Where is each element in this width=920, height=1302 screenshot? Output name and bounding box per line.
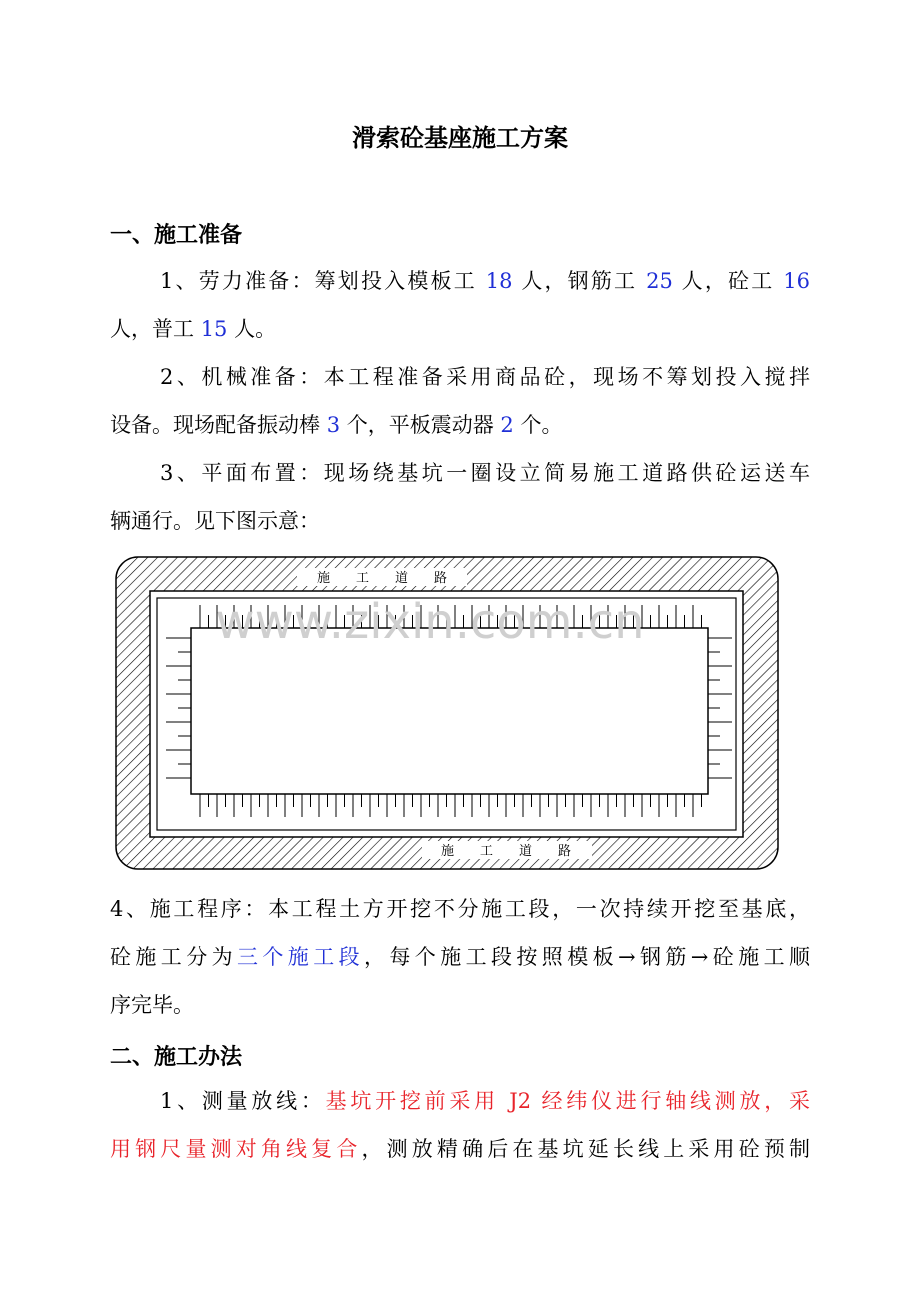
- machinery-preparation-line-2: [110, 410, 810, 440]
- construction-procedure-line-1: 4、施工程序：本工程土方开挖不分施工段，一次持续开挖至基底，: [110, 897, 810, 921]
- road-label-bottom: 施 工 道 路: [440, 844, 572, 859]
- labor-preparation-line-1: [160, 266, 810, 296]
- layout-line-1: 3、平面布置：现场绕基坑一圈设立简易施工道路供砼运送车: [160, 461, 810, 485]
- construction-procedure-line-2: [110, 942, 810, 972]
- text-span: 人，砼工: [672, 269, 784, 293]
- text-span: 人，普工: [110, 317, 201, 341]
- survey-line-1: [160, 1086, 810, 1116]
- text-span: 人，钢筋工: [512, 269, 647, 293]
- section-heading-methods: 二、施工办法: [110, 1045, 243, 1070]
- text-span: 设备。现场配备振动棒: [110, 413, 327, 437]
- text-span: ，每个施工段按照模板→钢筋→砼施工顺: [364, 945, 810, 969]
- plate-vibrator-count: 2: [500, 413, 514, 437]
- text-span: ，测放精确后在基坑延长线上采用砼预制: [361, 1137, 811, 1161]
- text-span: 1、劳力准备：筹划投入模板工: [160, 269, 486, 293]
- section-heading-preparation: 一、施工准备: [110, 223, 243, 248]
- machinery-preparation-line-1: 2、机械准备：本工程准备采用商品砼，现场不筹划投入搅拌: [160, 365, 810, 389]
- labor-preparation-line-2: [110, 314, 810, 344]
- layout-line-2: 辆通行。见下图示意：: [110, 509, 320, 533]
- watermark-text: www.zixin.com.cn: [215, 594, 645, 650]
- vibrator-count: 3: [326, 413, 341, 437]
- survey-highlight-1: 基坑开挖前采用 J2 经纬仪进行轴线测放，采: [325, 1089, 810, 1113]
- rebar-worker-count: 25: [646, 269, 673, 293]
- text-span: 1、测量放线：: [160, 1089, 326, 1113]
- construction-procedure-line-3: 序完毕。: [110, 993, 194, 1017]
- three-sections-highlight: 三个施工段: [237, 945, 364, 969]
- text-span: 个，平板震动器: [340, 413, 501, 437]
- text-span: 个。: [513, 413, 563, 437]
- document-title: 滑索砼基座施工方案: [352, 124, 568, 152]
- road-label-top: 施 工 道 路: [316, 571, 448, 586]
- survey-highlight-2: 用钢尺量测对角线复合: [110, 1137, 362, 1161]
- formwork-worker-count: 18: [485, 269, 513, 293]
- concrete-worker-count: 16: [783, 269, 810, 293]
- text-span: 砼施工分为: [110, 945, 237, 969]
- foundation-pit-outline: [191, 628, 708, 794]
- survey-line-2: [110, 1134, 810, 1164]
- text-span: 人。: [227, 317, 277, 341]
- general-worker-count: 15: [200, 317, 228, 341]
- site-layout-diagram: [112, 553, 782, 873]
